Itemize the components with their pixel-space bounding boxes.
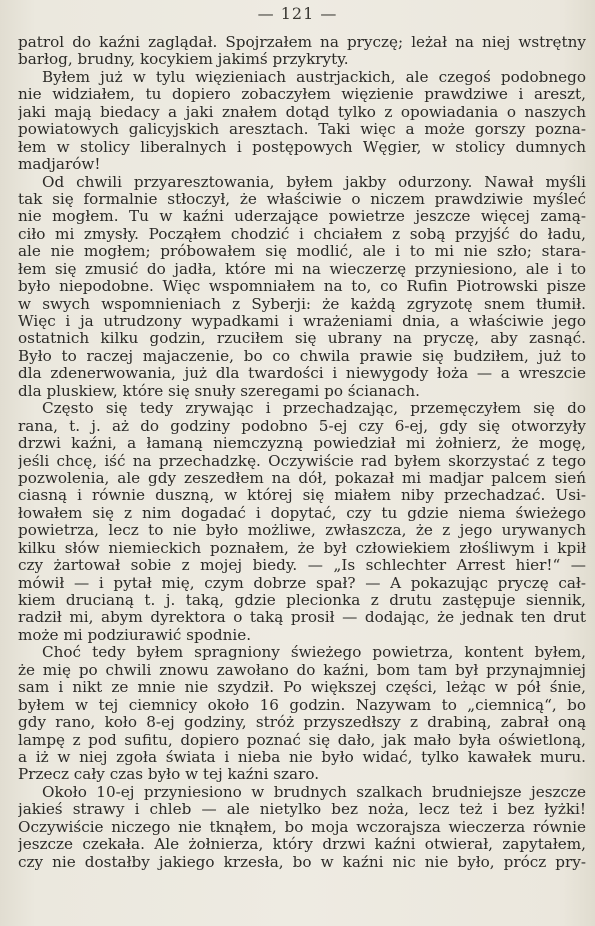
text-line: w swych wspomnieniach z Syberji: że każdą zgryzotę snem tłumił. xyxy=(18,295,586,313)
text-line: tak się formalnie stłoczył, że właściwie o niczem prawdziwie myśleć xyxy=(18,190,586,208)
text-line: że mię po chwili znowu zawołano do kaźni, bom tam był przynajmniej xyxy=(18,661,586,679)
text-line: nie widziałem, tu dopiero zobaczyłem więzienie prawdziwe i areszt, xyxy=(18,86,586,104)
text-line: barłog, brudny, kocykiem jakimś przykryty. xyxy=(18,51,349,69)
text-line: ale nie mogłem; próbowałem się modlić, ale i to mi nie szło; stara- xyxy=(18,243,586,261)
text-line: czy żartował sobie z mojej biedy. — „Is schlechter Arrest hier!“ — xyxy=(18,557,586,575)
text-line: a iż w niej zgoła świata i nieba nie było widać, tylko kawałek muru. xyxy=(18,748,586,766)
text-line: jeśli chcę, iść na przechadzkę. Oczywiście rad byłem skorzystać z tego xyxy=(18,452,586,470)
text-line: byłem w tej ciemnicy około 16 godzin. Nazywam to „ciemnicą“, bo xyxy=(18,696,586,714)
text-line: Przecz cały czas było w tej kaźni szaro. xyxy=(18,766,320,784)
text-line: było niepodobne. Więc wspomniałem na to, co Rufin Piotrowski pisze xyxy=(18,278,586,296)
text-line: kiem drucianą t. j. taką, gdzie plecionka z drutu zastępuje siennik, xyxy=(18,592,586,609)
text-line: czy nie dostałby jakiego krzesła, bo w kaźni nic nie było, prócz pry- xyxy=(18,853,586,871)
text-line: gdy rano, koło 8-ej godziny, stróż przyszedłszy z drabiną, zabrał oną xyxy=(18,714,586,732)
text-line: Było to raczej majaczenie, bo co chwila prawie się budziłem, już to xyxy=(18,347,586,365)
text-line: Oczywiście niczego nie tknąłem, bo moja wczorajsza wieczerza równie xyxy=(18,818,586,836)
text-line: kilku słów niemieckich poznałem, że był człowiekiem złośliwym i kpił xyxy=(18,539,586,557)
text-line: madjarów! xyxy=(18,156,101,174)
text-line: ciło mi zmysły. Począłem chodzić i chciałem z sobą przyjść do ładu, xyxy=(18,225,586,243)
text-line: ostatnich kilku godzin, rzuciłem się ubrany na pryczę, aby zasnąć. xyxy=(18,330,586,348)
text-line: Choć tedy byłem spragniony świeżego powietrza, kontent byłem, xyxy=(42,644,586,662)
text-line: Około 10-ej przyniesiono w brudnych szalkach brudniejsze jeszcze xyxy=(42,783,586,801)
text-line: Często się tedy zrywając i przechadzając, przemęczyłem się do xyxy=(42,400,586,418)
text-line: drzwi kaźni, a łamaną niemczyzną powiedział mi żołnierz, że mogę, xyxy=(18,435,586,453)
text-line: radził mi, abym dyrektora o taką prosił — dodając, że jednak ten drut xyxy=(18,609,586,627)
text-line: ciasną i równie duszną, w której się miałem niby przechadzać. Usi- xyxy=(18,487,586,505)
text-line: dla pluskiew, które się snuły szeregami po ścianach. xyxy=(18,382,420,400)
text-line: sam i nikt ze mnie nie szydził. Po większej części, leżąc w pół śnie, xyxy=(18,679,586,697)
text-line: powietrza, lecz to nie było możliwe, zwłaszcza, że z jego urywanych xyxy=(18,522,586,540)
text-line: łem w stolicy liberalnych i postępowych Węgier, w stolicy dumnych xyxy=(18,138,586,156)
text-line: łowałem się z nim dogadać i dopytać, czy tu gdzie niema świeżego xyxy=(18,504,586,522)
text-line: jakieś strawy i chleb — ale nietylko bez noża, lecz też i bez łyżki! xyxy=(18,801,586,819)
text-line: łem się zmusić do jadła, które mi na wieczerzę przyniesiono, ale i to xyxy=(18,260,586,278)
text-line: rana, t. j. aż do godziny podobno 5-ej czy 6-ej, gdy się otworzyły xyxy=(18,417,586,435)
text-line: może mi podziurawić spodnie. xyxy=(18,626,252,644)
text-line: nie mogłem. Tu w kaźni uderzające powietrze jeszcze więcej zamą- xyxy=(18,208,586,226)
text-line: jeszcze czekała. Ale żołnierza, który drzwi kaźni otwierał, zapytałem, xyxy=(18,836,586,854)
page-number: — 121 — xyxy=(257,4,338,23)
text-line: patrol do kaźni zaglądał. Spojrzałem na pryczę; leżał na niej wstrętny xyxy=(18,34,586,51)
text-line: dla zdenerwowania, już dla twardości i niewygody łoża — a wreszcie xyxy=(18,365,586,383)
text-line: lampę z pod sufitu, dopiero poznać się dało, jak mało była oświetloną, xyxy=(18,731,586,749)
text-line: Od chwili przyaresztowania, byłem jakby odurzony. Nawał myśli xyxy=(42,173,586,191)
text-line: Byłem już w tylu więzieniach austrjackich, ale czegoś podobnego xyxy=(42,68,586,86)
text-line: mówił — i pytał mię, czym dobrze spał? — A pokazując pryczę cał- xyxy=(18,574,586,592)
text-line: powiatowych galicyjskich aresztach. Taki więc a może gorszy pozna- xyxy=(18,121,586,139)
body-text xyxy=(18,34,586,871)
text-line: jaki mają biedacy a jaki znałem dotąd tylko z opowiadania o naszych xyxy=(18,103,586,121)
text-line: Więc i ja utrudzony wypadkami i wrażeniami dnia, a właściwie jego xyxy=(18,313,586,330)
text-line: pozwolenia, ale gdy zeszedłem na dół, pokazał mi madjar palcem sień xyxy=(18,469,586,487)
